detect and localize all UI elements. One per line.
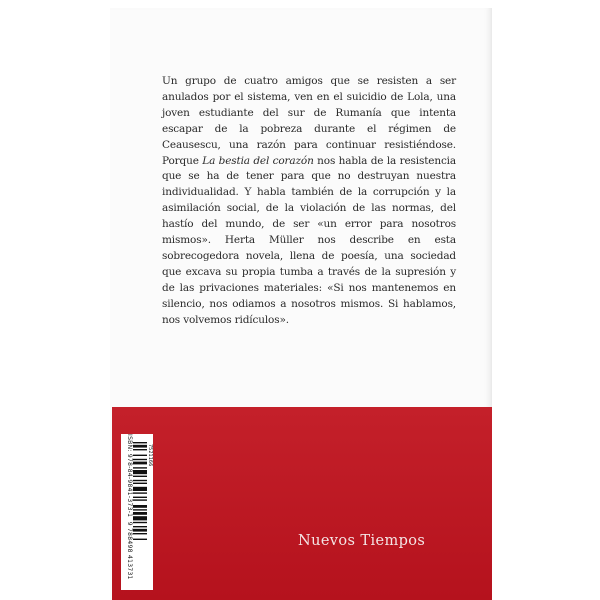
isbn-label: ISBN: 978-84-9841-373-1 9 788498 413731 xyxy=(126,434,133,580)
series-name: Nuevos Tiempos xyxy=(298,533,426,549)
synopsis-part-2: nos habla de la resistencia que se ha de tener para que no destruyan nuestra individualidad. Y habla también de la corrupción y la asimilación social, de la violación de las normas, del hastío del mundo, de ser «un error para nosotros mismos». Herta Müller nos describe en esta sobrecogedora novela, llena de poesía, una sociedad que excava su propia tumba a través de la supresión y de las privaciones materiales: «Si nos mantenemos en silencio, nos odiamos a nosotros mismos. Si hablamos, nos volvemos ridículos». xyxy=(162,154,457,326)
barcode-area xyxy=(121,434,153,590)
synopsis-text xyxy=(162,74,456,329)
book-title-italic: La bestia del corazón xyxy=(202,154,314,167)
barcode-code: 7521166 xyxy=(147,444,153,467)
barcode xyxy=(133,442,147,582)
red-band xyxy=(112,407,492,600)
synopsis-part-1: Un grupo de cuatro amigos que se resisten a ser anulados por el sistema, ven en el suicidio de Lola, una joven estudiante del sur de Rumanía que intenta escapar de la pobreza durante el régimen de Ceausescu, una razón para continuar resistiéndose. Porque xyxy=(162,75,456,167)
